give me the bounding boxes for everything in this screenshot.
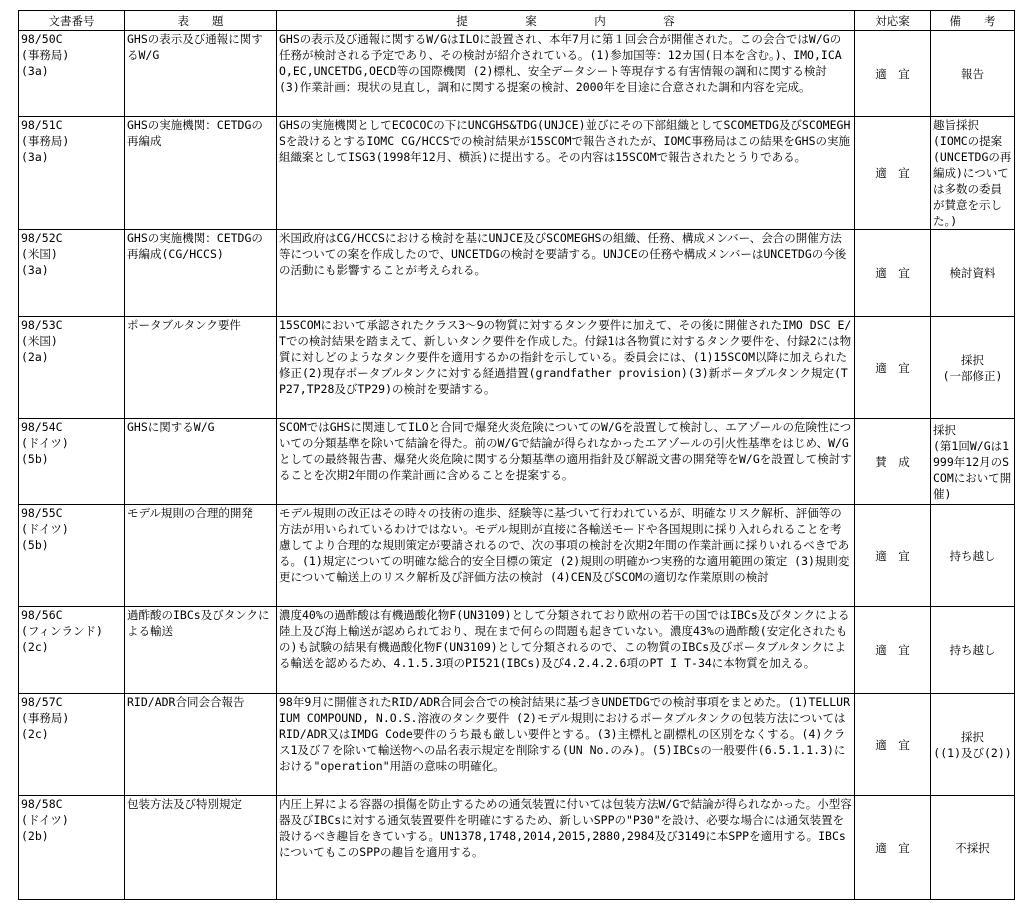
- response-cell: 適 宜: [855, 317, 931, 419]
- remarks-cell: 採択 (一部修正): [931, 317, 1015, 419]
- doc-no-cell: 98/57C (事務局) (2c): [19, 694, 125, 796]
- remarks-cell: 検討資料: [931, 230, 1015, 317]
- response-cell: 適 宜: [855, 117, 931, 230]
- doc-no-cell: 98/58C (ドイツ) (2b): [19, 796, 125, 900]
- title-cell: GHSの表示及び通報に関するW/G: [125, 31, 277, 117]
- title-cell: ポータブルタンク要件: [125, 317, 277, 419]
- doc-no-cell: 98/54C (ドイツ) (5b): [19, 419, 125, 505]
- table-row: [19, 230, 1015, 317]
- response-cell: 適 宜: [855, 694, 931, 796]
- header-title: 表 題: [125, 11, 277, 31]
- proposal-table: [18, 10, 1015, 900]
- title-cell: RID/ADR合同会合報告: [125, 694, 277, 796]
- doc-no-cell: 98/51C (事務局) (3a): [19, 117, 125, 230]
- proposal-cell: 濃度40%の過酢酸は有機過酸化物F(UN3109)として分類されており欧州の若干の国ではIBCs及びタンクによる陸上及び海上輸送が認められており、現在まで何らの問題も起きていない。濃度43%の過酢酸(安定化されたもの)も試験の結果有機過酸化物F(UN3109)として分類されるので、この物質のIBCs及びポータブルタンクによる輸送を認めるため、4.1.5.3項のPI521(IBCs)及び4.2.4.2.6項のPT I T-34に本物質を加える。: [277, 607, 855, 694]
- proposal-cell: GHSの実施機関としてECOCOCの下にUNCGHS&TDG(UNJCE)並びにその下部組織としてSCOMETDG及びSCOMEGHSを設けるとするIOMC CG/HCCSでの検討結果が15SCOMで報告されたが、IOMC事務局はこの結果をGHSの実施組織案としてISG3(1998年12月、横浜)に提出する。その内容は15SCOMで報告されたとうりである。: [277, 117, 855, 230]
- remarks-cell: 持ち越し: [931, 505, 1015, 607]
- doc-no-cell: 98/50C (事務局) (3a): [19, 31, 125, 117]
- response-cell: 賛 成: [855, 419, 931, 505]
- doc-no-cell: 98/56C (フィンランド) (2c): [19, 607, 125, 694]
- table-row: [19, 117, 1015, 230]
- header-response: 対応案: [855, 11, 931, 31]
- response-cell: 適 宜: [855, 796, 931, 900]
- title-cell: 過酢酸のIBCs及びタンクによる輸送: [125, 607, 277, 694]
- remarks-cell: 採択 (第1回W/Gは1999年12月のSCOMにおいて開催): [931, 419, 1015, 505]
- table-row: [19, 317, 1015, 419]
- table-row: [19, 31, 1015, 117]
- table-row: [19, 419, 1015, 505]
- title-cell: GHSの実施機関：CETDGの再編成: [125, 117, 277, 230]
- remarks-cell: 趣旨採択 (IOMCの提案(UNCETDGの再編成)については多数の委員が賛意を示した。): [931, 117, 1015, 230]
- title-cell: GHSに関するW/G: [125, 419, 277, 505]
- header-row: [19, 11, 1015, 31]
- response-cell: 適 宜: [855, 230, 931, 317]
- remarks-cell: 報告: [931, 31, 1015, 117]
- title-cell: GHSの実施機関：CETDGの再編成(CG/HCCS): [125, 230, 277, 317]
- proposal-cell: 米国政府はCG/HCCSにおける検討を基にUNJCE及びSCOMEGHSの組織、任務、構成メンバー、会合の開催方法等についての案を作成したので、UNCETDGの検討を要請する。UNJCEの任務や構成メンバーはUNCETDGの今後の活動にも影響することが考えられる。: [277, 230, 855, 317]
- proposal-cell: 内圧上昇による容器の損傷を防止するための通気装置に付いては包装方法W/Gで結論が得られなかった。小型容器及びIBCsに対する通気装置要件を明確にするため、新しいSPPの"P30"を設け、必要な場合には通気装置を設けるべき趣旨をきていする。UN1378,1748,2014,2015,2880,2984及び3149に本SPPを適用する。IBCsについてもこのSPPの趣旨を適用する。: [277, 796, 855, 900]
- header-doc-no: 文書番号: [19, 11, 125, 31]
- response-cell: 適 宜: [855, 607, 931, 694]
- header-remarks: 備 考: [931, 11, 1015, 31]
- proposal-cell: 15SCOMにおいて承認されたクラス3～9の物質に対するタンク要件に加えて、その後に開催されたIMO DSC E/Tでの検討結果を踏まえて、新しいタンク要件を作成した。付録1は各物質に対するタンク要件を、付録2には物質に対しどのようなタンク要件を適用するかの指針を示している。委員会には、(1)15SCOM以降に加えられた修正(2)現存ポータブルタンクに対する経過措置(grandfather provision)(3)新ポータブルタンク規定(TP27,TP28及びTP29)の検討を要請する。: [277, 317, 855, 419]
- table-row: [19, 694, 1015, 796]
- table-row: [19, 796, 1015, 900]
- proposal-cell: 98年9月に開催されたRID/ADR合同会合での検討結果に基づきUNDETDGでの検討事項をまとめた。(1)TELLURIUM COMPOUND, N.O.S.溶液のタンク要件 (2)モデル規則におけるポータブルタンクの包装方法についてはRID/ADR又はIMDG Code要件のうち最も厳しい要件とする。(3)主標札と副標札の区別をなくする。(4)クラス1及び７を除いて輸送物への品名表示規定を削除する(UN No.のみ)。(5)IBCsの一般要件(6.5.1.1.3)における"operation"用語の意味の明確化。: [277, 694, 855, 796]
- doc-no-cell: 98/52C (米国) (3a): [19, 230, 125, 317]
- table-row: [19, 607, 1015, 694]
- proposal-cell: モデル規則の改正はその時々の技術の進歩、経験等に基づいて行われているが、明確なリスク解析、評価等の方法が用いられているわけではない。モデル規則が直接に各輸送モードや各国規則に採り入れられることを考慮してより合理的な規則策定が要請されるので、次の事項の検討を次期2年間の作業計画に採りいれるべきである。(1)規定についての明確な総合的安全目標の策定 (2)規則の明確かつ実務的な適用範囲の策定 (3)規則変更について輸送上のリスク解析及び評価方法の検討 (4)CEN及びSCOMの適切な作業原則の検討: [277, 505, 855, 607]
- doc-no-cell: 98/53C (米国) (2a): [19, 317, 125, 419]
- title-cell: モデル規則の合理的開発: [125, 505, 277, 607]
- response-cell: 適 宜: [855, 31, 931, 117]
- proposal-cell: GHSの表示及び通報に関するW/GはILOに設置され、本年7月に第１回会合が開催された。この会合ではW/Gの任務が検討される予定であり、その検討が紹介されている。(1)参加国等：12カ国(日本を含む。)、IMO,ICAO,EC,UNCETDG,OECD等の国際機関 (2)標札、安全データシート等現存する有害情報の調和に関する検討 (3)作業計画：現状の見直し，調和に関する提案の検討、2000年を目途に合意された調和内容を完成。: [277, 31, 855, 117]
- response-cell: 適 宜: [855, 505, 931, 607]
- table-row: [19, 505, 1015, 607]
- remarks-cell: 採択 ((1)及び(2)): [931, 694, 1015, 796]
- proposal-cell: SCOMではGHSに関連してILOと合同で爆発火炎危険についてのW/Gを設置して検討し、エアゾールの危険性についての分類基準を除いて結論を得た。前のW/Gで結論が得られなかったエアゾールの引火性基準をはじめ、W/Gとしての最終報告書、爆発火炎危険に関する分類基準の適用指針及び解説文書の開発等をW/Gを設置して検討することを次期2年間の作業計画に含めることを提案する。: [277, 419, 855, 505]
- header-proposal: 提 案 内 容: [277, 11, 855, 31]
- remarks-cell: 持ち越し: [931, 607, 1015, 694]
- doc-no-cell: 98/55C (ドイツ) (5b): [19, 505, 125, 607]
- title-cell: 包装方法及び特別規定: [125, 796, 277, 900]
- remarks-cell: 不採択: [931, 796, 1015, 900]
